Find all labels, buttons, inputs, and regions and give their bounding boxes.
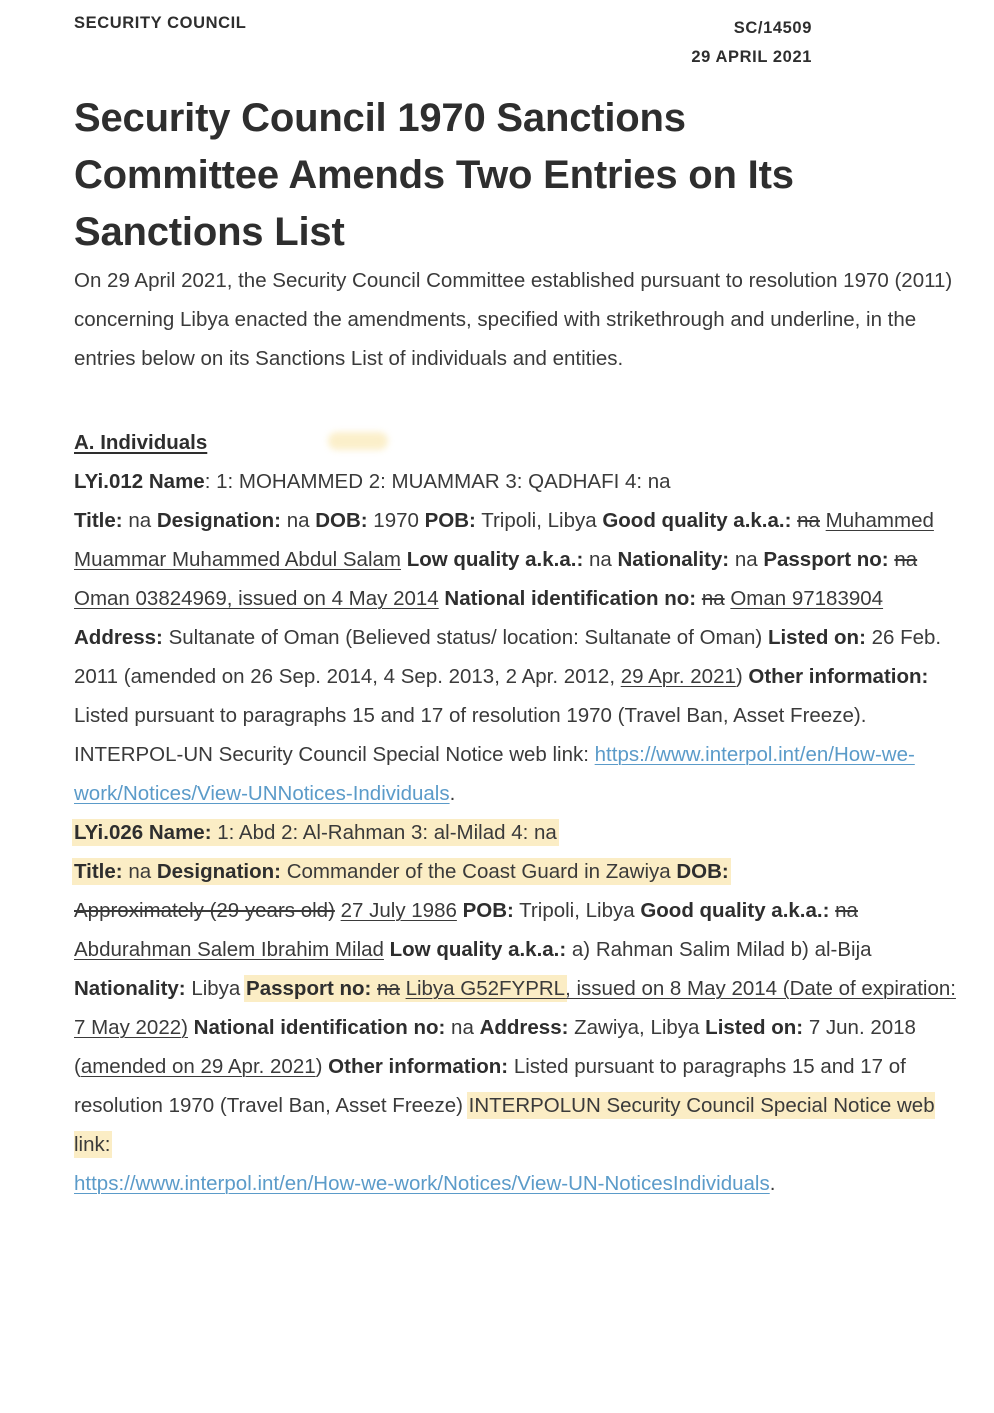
section-a-heading-row (74, 423, 965, 462)
label-other-info: Other information: (748, 665, 929, 688)
sanctions-entry-lyi012 (74, 462, 965, 813)
label-passport: Passport no: (763, 548, 889, 571)
press-meta (691, 14, 812, 72)
highlight-mark-blob (328, 432, 388, 450)
value-dob: 1970 (373, 509, 419, 532)
value-designation: na (286, 509, 310, 532)
label-passport: Passport no: (246, 977, 372, 1000)
masthead (0, 0, 994, 72)
link-tail: . (769, 1172, 776, 1195)
listed-on-tail: ) (735, 665, 743, 688)
entry2-highlight-block-2 (74, 860, 729, 883)
organ-label: SECURITY COUNCIL (74, 14, 247, 32)
value-nationality: na (734, 548, 758, 571)
sanctions-entry-lyi026 (74, 813, 965, 1203)
document-body (0, 261, 994, 1203)
entry-ref: LYi.012 (74, 470, 144, 493)
label-dob: DOB: (676, 860, 729, 883)
link-tail: . (449, 782, 456, 805)
label-title: Title: (74, 860, 123, 883)
label-national-id: National (444, 587, 526, 610)
label-national-id-cont: identification no: (530, 587, 697, 610)
passport-added-rest: , issued on 8 May 2014 (Date of expiration: 7 May 2022) (74, 977, 956, 1039)
value-low-aka: na (588, 548, 612, 571)
dob-added: 27 July 1986 (340, 899, 457, 922)
good-aka-added: Abdurahman Salem Ibrahim Milad (74, 938, 384, 961)
value-other-info: Listed pursuant to paragraphs 15 and 17 of resolution 1970 (Travel Ban, Asset Freeze) (74, 1055, 906, 1117)
value-listed-on: 26 Feb. 2011 (amended on 26 Sep. 2014, 4 Sep. 2013, 2 Apr. 2012, (74, 626, 942, 688)
label-listed-on: Listed on: (767, 626, 866, 649)
value-title: na (128, 509, 152, 532)
label-low-aka: Low quality a.k.a.: (406, 548, 584, 571)
entry-ref: LYi.026 (74, 821, 144, 844)
value-other-info: Listed pursuant to paragraphs 15 and 17 of resolution 1970 (Travel Ban, Asset Freeze). INTERPOL-UN Security Council Special Notice web link: (74, 704, 867, 766)
label-other-info: Other information: (328, 1055, 509, 1078)
value-designation: Commander of the Coast Guard in Zawiya (286, 860, 671, 883)
passport-struck: na (894, 548, 918, 571)
press-release-code: SC/14509 (733, 19, 812, 37)
good-aka-added: Muhammed Muammar Muhammed Abdul Salam (74, 509, 934, 571)
value-address: Zawiya, Libya (574, 1016, 700, 1039)
page-title: Security Council 1970 Sanctions Committee Amends Two Entries on Its Sanctions List (74, 96, 794, 254)
interpol-notice-link[interactable]: https://www.interpol.int/en/How-we-work/Notices/View-UNNotices-Individuals (74, 743, 915, 805)
label-good-aka: Good quality a.k.a.: (640, 899, 830, 922)
value-national-id: na (451, 1016, 474, 1039)
label-nationality: Nationality: (617, 548, 730, 571)
value-listed-on: 7 Jun. 2018 ( (74, 1016, 916, 1078)
interpol-notice-link[interactable]: https://www.interpol.int/en/How-we-work/Notices/View-UN-NoticesIndividuals (74, 1172, 770, 1195)
label-title: Title: (74, 509, 123, 532)
label-name: Name: (148, 821, 212, 844)
listed-on-added: amended on 29 Apr. 2021 (80, 1055, 316, 1078)
passport-added: Oman 03824969, issued on 4 May 2014 (74, 587, 439, 610)
value-name: 1: Abd 2: Al-Rahman 3: al-Milad 4: na (217, 821, 557, 844)
label-pob: POB: (424, 509, 476, 532)
entry2-highlight-block-3 (246, 977, 565, 1000)
dob-struck: Approximately (29 years old) (74, 899, 335, 922)
value-name: : 1: MOHAMMED 2: MUAMMAR 3: QADHAFI 4: na (204, 470, 671, 493)
label-nationality: Nationality: (74, 977, 186, 1000)
label-low-aka: Low quality a.k.a.: (389, 938, 567, 961)
value-low-aka: a) Rahman Salim Milad b) al-Bija (571, 938, 872, 961)
value-pob: Tripoli, Libya (481, 509, 597, 532)
passport-added-highlighted: Libya G52FYPRL (405, 977, 566, 1000)
listed-on-added: 29 Apr. 2021 (620, 665, 736, 688)
label-address: Address: (479, 1016, 569, 1039)
entry2-highlight-block-1 (74, 821, 557, 844)
intro-paragraph: On 29 April 2021, the Security Council Committee established pursuant to resolution 1970 (2011) concerning Libya enacted the amendments, specified with strikethrough and underline, in the entries below on its Sanctions List of individuals and entities. (74, 269, 953, 370)
passport-struck: na (377, 977, 400, 1000)
national-id-added: Oman 97183904 (730, 587, 884, 610)
value-title: na (128, 860, 152, 883)
good-aka-struck: na (835, 899, 858, 922)
label-name: Name (148, 470, 205, 493)
label-address: Address: (74, 626, 163, 649)
listed-on-tail: ) (315, 1055, 323, 1078)
label-good-aka: Good quality a.k.a.: (602, 509, 792, 532)
good-aka-struck: na (797, 509, 820, 532)
section-a-heading: A. Individuals (74, 431, 208, 454)
entry2-highlight-block-4: INTERPOLUN Security Council Special Notice web link: (74, 1094, 935, 1156)
national-id-struck: na (701, 587, 725, 610)
label-pob: POB: (462, 899, 514, 922)
press-release-date: 29 APRIL 2021 (691, 47, 812, 66)
label-dob: DOB: (315, 509, 368, 532)
value-pob: Tripoli, Libya (519, 899, 635, 922)
label-designation: Designation: (156, 860, 281, 883)
label-national-id: National identification no: (193, 1016, 446, 1039)
value-nationality: Libya (191, 977, 241, 1000)
value-address: Sultanate of Oman (Believed status/ location: Sultanate of Oman) (168, 626, 763, 649)
label-listed-on: Listed on: (705, 1016, 804, 1039)
label-designation: Designation: (156, 509, 281, 532)
